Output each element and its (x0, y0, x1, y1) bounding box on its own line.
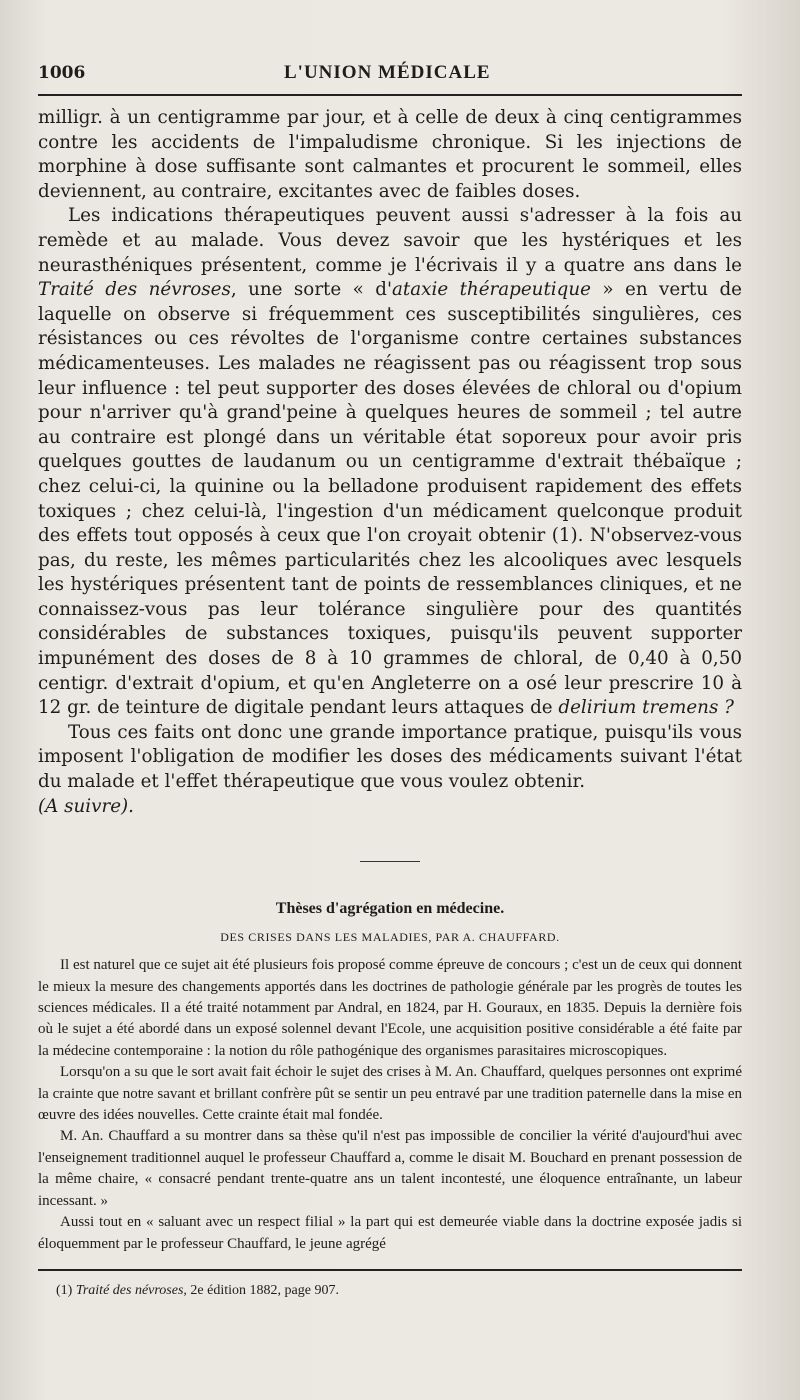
article-paragraph-3 (38, 721, 742, 795)
section-divider (360, 861, 420, 862)
footnote-rule (38, 1269, 742, 1271)
term-delirium-tremens: delirium tremens ? (558, 697, 734, 719)
thesis-body (38, 955, 742, 1255)
term-ataxie-therapeutique: ataxie thérapeutique (392, 279, 591, 301)
section-title: Thèses d'agrégation en médecine. (275, 900, 505, 918)
article-paragraph-1: milligr. à un centigramme par jour, et à celle de deux à cinq centigrammes contre les accidents de l'impaludisme chronique. Si les injections de morphine à dose suffisante sont calmantes et procurent le sommeil, elles deviennent, au contraire, excitantes avec de faibles doses. (38, 107, 742, 202)
thesis-paragraph-2: Lorsqu'on a su que le sort avait fait échoir le sujet des crises à M. An. Chauffard, quelques personnes ont exprimé la crainte que notre savant et brillant confrère pût se sentir un peu entravé par une tradition paternelle dans la mise en œuvre des idées nouvelles. Cette crainte était mal fondée. (38, 1064, 742, 1124)
footnote (38, 1283, 742, 1299)
thesis-paragraph-4: Aussi tout en « saluant avec un respect filial » la part qui est demeurée viable dans la doctrine exposée jadis si éloquemment par le professeur Chauffard, le jeune agrégé (38, 1214, 742, 1252)
article-paragraph-2 (38, 204, 742, 720)
page-number: 1006 (38, 63, 86, 83)
footnote-text: , 2e édition 1882, page 907. (183, 1282, 339, 1298)
article-paragraph-3-text: Tous ces faits ont donc une grande importance pratique, puisqu'ils vous imposent l'obligation de modifier les doses des médicaments suivant l'état du malade et l'effet thérapeutique que vous voulez obtenir. (38, 721, 742, 793)
thesis-paragraph-3: M. An. Chauffard a su montrer dans sa thèse qu'il n'est pas impossible de concilier la vérité d'aujourd'hui avec l'enseignement traditionnel auquel le professeur Chauffard a, comme le disait M. Bouchard en prenant possession de la même chaire, « consacré pendant trente-quatre ans un talent incontesté, une éloquence entraînante, un labeur incessant. » (38, 1128, 742, 1209)
article-paragraph-2-part-b: , une sorte « d' (230, 279, 393, 301)
thesis-paragraph-1: Il est naturel que ce sujet ait été plusieurs fois proposé comme épreuve de concours ; c'est un de ceux qui donnent le mieux la mesure des changements apportés dans les doctrines de pathologie générale par les progrès de toutes les sciences médicales. Il a été traité notamment par Andral, en 1824, par H. Gouraux, en 1835. Depuis la dernière fois où le sujet a été abordé dans un exposé solennel devant l'Ecole, une acquisition positive considérable a été faite par la médecine contemporaine : la notion du rôle pathogénique des organismes parasitaires microscopiques. (38, 957, 742, 1059)
footnote-reference: Traité des névroses (75, 1282, 184, 1298)
reference-traite-des-nevroses: Traité des névroses (38, 279, 231, 301)
footnote-marker: (1) (56, 1282, 73, 1298)
journal-title: L'UNION MÉDICALE (284, 62, 491, 83)
section-subtitle: DES CRISES DANS LES MALADIES, PAR A. CHAUFFARD. (220, 930, 560, 945)
article-paragraph-2-part-c: » en vertu de laquelle on observe si fréquemment ces susceptibilités singulières, ces résistances ou ces révoltes de l'organisme contre certaines substances médicamenteuses. Les malades ne réagissent pas ou réagissent trop sous leur influence : tel peut supporter des doses élevées de chloral ou d'opium pour n'arriver qu'à grand'peine à quelques heures de sommeil ; tel autre au contraire est plongé dans un véritable état soporeux pour avoir pris quelques gouttes de laudanum ou un centigramme d'extrait thébaïque ; chez celui-ci, la quinine ou la belladone produisent rapidement des effets toxiques ; chez celui-là, l'ingestion d'un médicament quelconque produit des effets tout opposés à ceux que l'on croyait obtenir (1). N'observez-vous pas, du reste, les mêmes particularités chez les alcooliques avec lesquels les hystériques présentent tant de points de ressemblances cliniques, et ne connaissez-vous pas leur tolérance singulière pour des quantités considérables de substances toxiques, puisqu'ils peuvent supporter impunément des doses de 8 à 10 grammes de chloral, de 0,40 à 0,50 centigr. d'extrait d'opium, et qu'en Angleterre on a osé leur prescrire 10 à 12 gr. de teinture de digitale pendant leurs attaques de (38, 279, 742, 719)
to-be-continued: (A suivre). (38, 795, 134, 817)
running-header (38, 62, 742, 96)
article-body (38, 106, 742, 819)
article-paragraph-2-part-a: Les indications thérapeutiques peuvent aussi s'adresser à la fois au remède et au malade. Vous devez savoir que les hystériques et les neurasthéniques présentent, comme je l'écrivais il y a quatre ans dans le (38, 205, 742, 276)
